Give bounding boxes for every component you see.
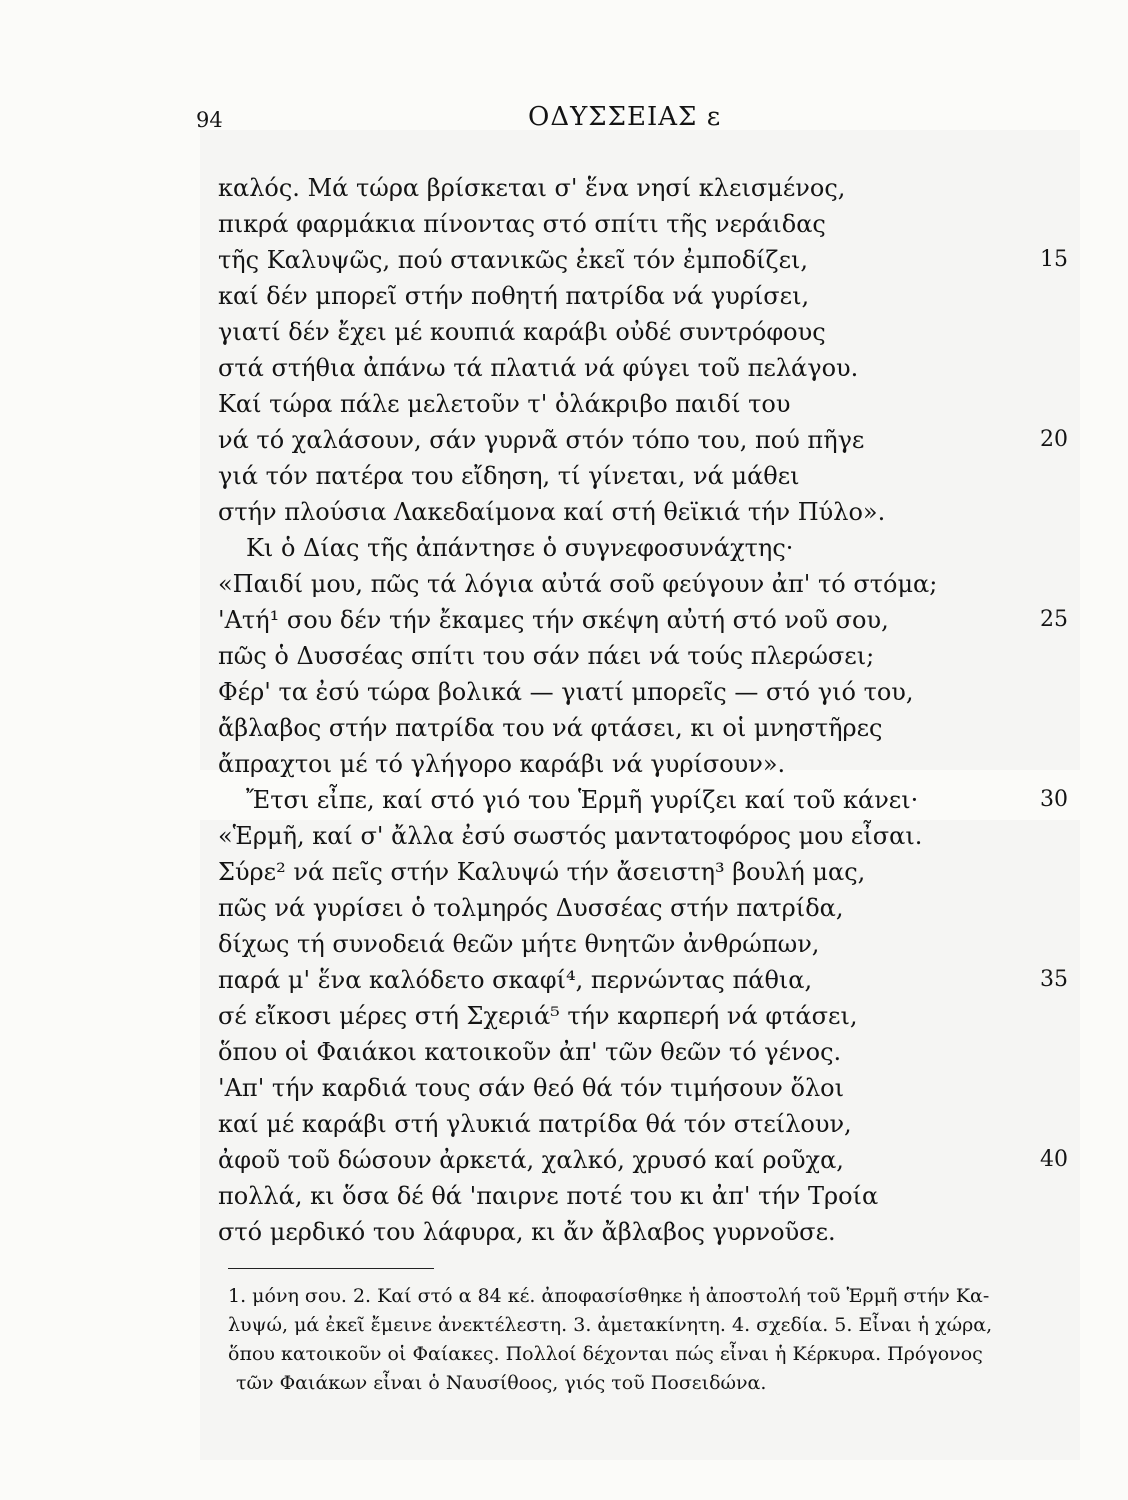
footnote-line: λυψώ, μά ἐκεῖ ἔμεινε ἀνεκτέλεστη. 3. ἀμετακίνητη. 4. σχεδία. 5. Εἶναι ἡ χώρα, (228, 1314, 993, 1336)
verse-text: γιά τόν πατέρα του εἴδηση, τί γίνεται, νά μάθει (218, 462, 800, 490)
verse-text: γιατί δέν ἔχει μέ κουπιά καράβι οὐδέ συντρόφους (218, 318, 826, 346)
verse-line (218, 242, 1098, 278)
verse-line (218, 602, 1098, 638)
verse-line (218, 1034, 1098, 1070)
line-number: 35 (1040, 967, 1068, 992)
verse-line (218, 206, 1098, 242)
verse-line (218, 782, 1098, 818)
verse-text: ἄβλαβος στήν πατρίδα του νά φτάσει, κι οἱ μνηστῆρες (218, 714, 883, 742)
verse-text: 'Ατή¹ σου δέν τήν ἔκαμες τήν σκέψη αὐτή στό νοῦ σου, (218, 606, 889, 634)
verse-text: στά στήθια ἀπάνω τά πλατιά νά φύγει τοῦ πελάγου. (218, 354, 859, 382)
verse-line (218, 962, 1098, 998)
line-number: 20 (1040, 427, 1068, 452)
verse-text: στήν πλούσια Λακεδαίμονα καί στή θεϊκιά τήν Πύλο». (218, 498, 886, 526)
verse-line (218, 926, 1098, 962)
verse-line (218, 674, 1098, 710)
verse-line (218, 1214, 1098, 1250)
verse-line (218, 638, 1098, 674)
verse-text: δίχως τή συνοδειά θεῶν μήτε θνητῶν ἀνθρώπων, (218, 930, 820, 958)
verse-text: πικρά φαρμάκια πίνοντας στό σπίτι τῆς νεράιδας (218, 210, 826, 238)
verse-list (218, 170, 1098, 1250)
verse-line (218, 530, 1098, 566)
footnotes (228, 1282, 1090, 1398)
line-number: 30 (1040, 787, 1068, 812)
verse-line (218, 998, 1098, 1034)
verse-line (218, 350, 1098, 386)
verse-text: πῶς νά γυρίσει ὁ τολμηρός Δυσσέας στήν πατρίδα, (218, 894, 844, 922)
verse-text: Ἔτσι εἶπε, καί στό γιό του Ἑρμῆ γυρίζει καί τοῦ κάνει· (246, 786, 919, 814)
page-number: 94 (196, 108, 223, 132)
verse-line (218, 710, 1098, 746)
line-number: 15 (1040, 247, 1068, 272)
verse-line (218, 422, 1098, 458)
verse-text: «Παιδί μου, πῶς τά λόγια αὐτά σοῦ φεύγουν ἀπ' τό στόμα; (218, 570, 938, 598)
verse-line (218, 746, 1098, 782)
verse-text: πολλά, κι ὅσα δέ θά 'παιρνε ποτέ του κι ἀπ' τήν Τροία (218, 1182, 879, 1210)
verse-text: «Ἑρμῆ, καί σ' ἄλλα ἐσύ σωστός μαντατοφόρος μου εἶσαι. (218, 822, 923, 850)
footnote-line: τῶν Φαιάκων εἶναι ὁ Ναυσίθοος, γιός τοῦ Ποσειδώνα. (236, 1372, 767, 1394)
line-number: 40 (1040, 1147, 1068, 1172)
verse-text: τῆς Καλυψῶς, πού στανικῶς ἐκεῖ τόν ἐμποδίζει, (218, 246, 809, 274)
verse-line (218, 386, 1098, 422)
verse-line (218, 1070, 1098, 1106)
verse-text: σέ εἴκοσι μέρες στή Σχεριά⁵ τήν καρπερή νά φτάσει, (218, 1002, 858, 1030)
verse-line (218, 314, 1098, 350)
verse-text: 'Απ' τήν καρδιά τους σάν θεό θά τόν τιμήσουν ὅλοι (218, 1074, 845, 1102)
verse-text: Σύρε² νά πεῖς στήν Καλυψώ τήν ἄσειστη³ βουλή μας, (218, 858, 866, 886)
verse-line (218, 818, 1098, 854)
line-number: 25 (1040, 607, 1068, 632)
footnote-line: 1. μόνη σου. 2. Καί στό α 84 κέ. ἀποφασίσθηκε ἡ ἀποστολή τοῦ Ἑρμῆ στήν Κα- (228, 1285, 990, 1307)
verse-line (218, 1142, 1098, 1178)
verse-text: καλός. Μά τώρα βρίσκεται σ' ἕνα νησί κλεισμένος, (218, 174, 846, 202)
verse-line (218, 566, 1098, 602)
verse-text: Κι ὁ Δίας τῆς ἀπάντησε ὁ συγνεφοσυνάχτης· (246, 534, 794, 562)
verse-line (218, 494, 1098, 530)
verse-line (218, 458, 1098, 494)
verse-line (218, 1178, 1098, 1214)
verse-line (218, 278, 1098, 314)
verse-text: Φέρ' τα ἐσύ τώρα βολικά — γιατί μπορεῖς — στό γιό του, (218, 678, 914, 706)
verse-text: καί δέν μπορεῖ στήν ποθητή πατρίδα νά γυρίσει, (218, 282, 810, 310)
verse-line (218, 170, 1098, 206)
running-title: ΟΔΥΣΣΕΙΑΣ ε (528, 102, 722, 132)
verse-text: νά τό χαλάσουν, σάν γυρνᾶ στόν τόπο του, πού πῆγε (218, 426, 865, 454)
verse-text: παρά μ' ἕνα καλόδετο σκαφί⁴, περνώντας πάθια, (218, 966, 813, 994)
verse-text: ἄπραχτοι μέ τό γλήγορο καράβι νά γυρίσουν». (218, 750, 786, 778)
footnote-rule (228, 1268, 434, 1269)
verse-text: καί μέ καράβι στή γλυκιά πατρίδα θά τόν στείλουν, (218, 1110, 852, 1138)
verse-text: Καί τώρα πάλε μελετοῦν τ' ὁλάκριβο παιδί του (218, 390, 791, 418)
footnote-line: ὅπου κατοικοῦν οἱ Φαίακες. Πολλοί δέχονται πώς εἶναι ἡ Κέρκυρα. Πρόγονος (228, 1343, 983, 1365)
verse-line (218, 1106, 1098, 1142)
verse-line (218, 890, 1098, 926)
verse-line (218, 854, 1098, 890)
verse-text: ὅπου οἱ Φαιάκοι κατοικοῦν ἀπ' τῶν θεῶν τό γένος. (218, 1038, 842, 1066)
verse-text: ἀφοῦ τοῦ δώσουν ἀρκετά, χαλκό, χρυσό καί ροῦχα, (218, 1146, 844, 1174)
verse-text: στό μερδικό του λάφυρα, κι ἄν ἄβλαβος γυρνοῦσε. (218, 1218, 836, 1246)
verse-text: πῶς ὁ Δυσσέας σπίτι του σάν πάει νά τούς πλερώσει; (218, 642, 875, 670)
